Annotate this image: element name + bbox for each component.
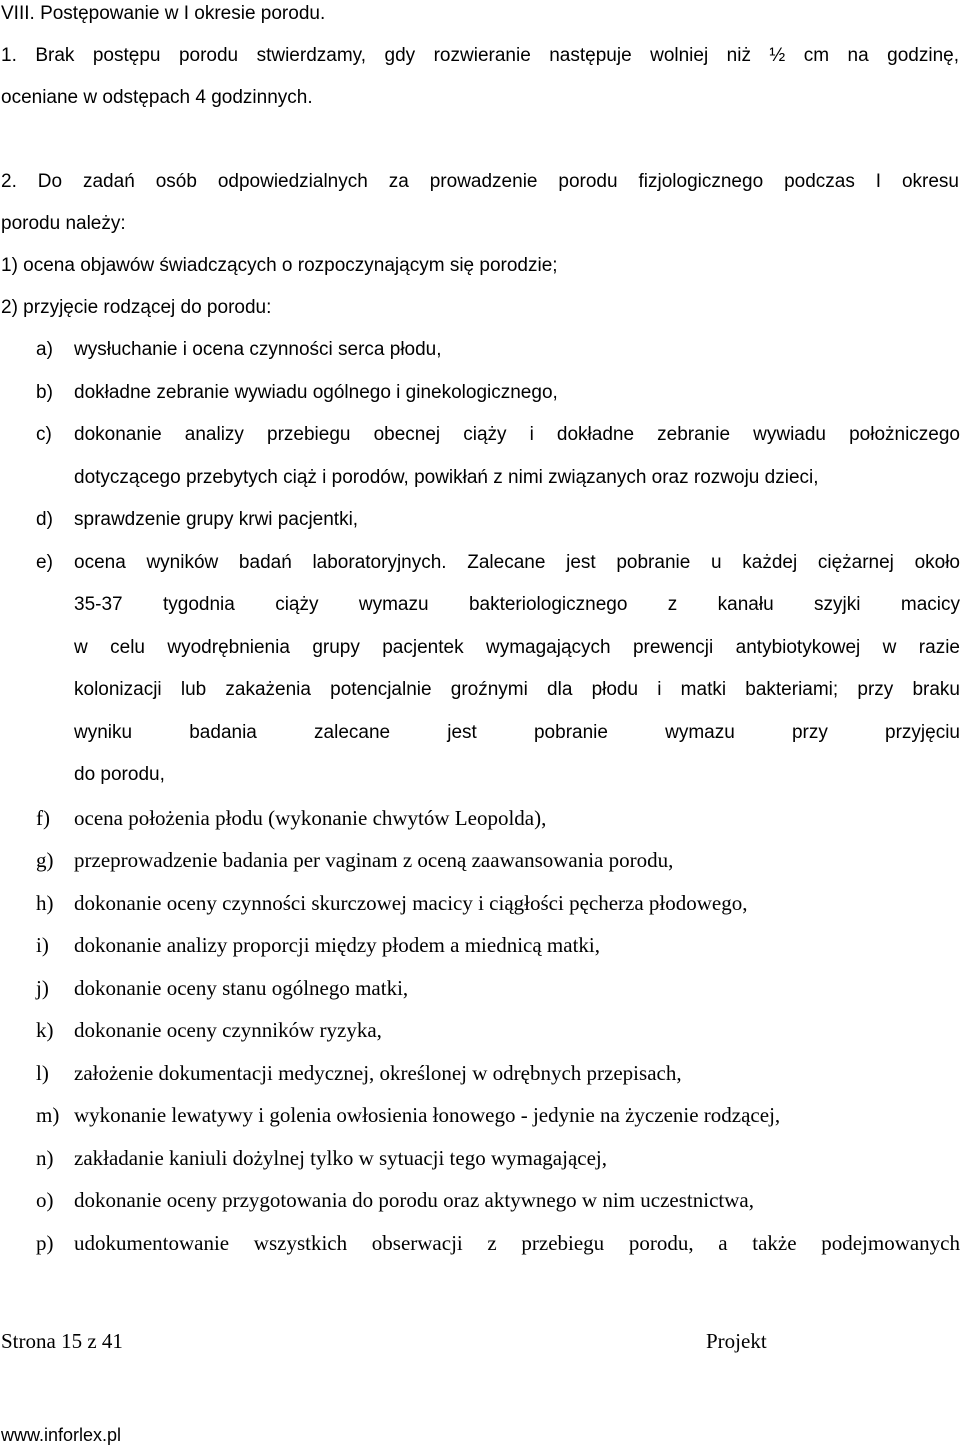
- list-item-line: udokumentowanie wszystkich obserwacji z przebiegu porodu, a także podejmowanych: [74, 1230, 960, 1255]
- list-marker: f): [36, 805, 50, 830]
- list-item-line: dokonanie oceny czynników ryzyka,: [74, 1018, 382, 1042]
- list-marker: e): [36, 551, 53, 573]
- list-marker: b): [36, 381, 53, 403]
- list-item: [74, 1145, 960, 1188]
- list-item-line: dokonanie analizy przebiegu obecnej ciąży i dokładne zebranie wywiadu położniczego: [74, 424, 960, 445]
- list-item-line: przeprowadzenie badania per vaginam z oceną zaawansowania porodu,: [74, 848, 674, 872]
- point-1-line-1: 1. Brak postępu porodu stwierdzamy, gdy rozwieranie następuje wolniej niż ½ cm na godzinę,: [1, 45, 959, 66]
- list-marker: a): [36, 339, 53, 360]
- point-2-line-1: 2. Do zadań osób odpowiedzialnych za prowadzenie porodu fizjologicznego podczas I okresu: [1, 171, 959, 192]
- list-item-line: sprawdzenie grupy krwi pacjentki,: [74, 509, 359, 530]
- list-marker: g): [36, 848, 54, 872]
- list-item: [74, 1230, 960, 1273]
- list-item: [74, 507, 960, 550]
- list-marker: c): [36, 424, 52, 445]
- list-item-line: w celu wyodrębnienia grupy pacjentek wymagających prewencji antybiotykowej w razie: [74, 636, 960, 658]
- list-item: [74, 422, 960, 507]
- list-marker: h): [36, 890, 54, 915]
- list-item-line: dokonanie oceny czynności skurczowej macicy i ciągłości pęcherza płodowego,: [74, 890, 748, 915]
- list-item-line: wykonanie lewatywy i golenia owłosienia łonowego - jedynie na życzenie rodzącej,: [74, 1103, 781, 1127]
- list-item: [74, 1187, 960, 1230]
- list-item-line: kolonizacji lub zakażenia potencjalnie groźnymi dla płodu i matki bakteriami; przy braku: [74, 679, 960, 700]
- list-item-line: zakładanie kaniuli dożylnej tylko w sytuacji tego wymagającej,: [74, 1145, 607, 1170]
- list-item-line: dokładne zebranie wywiadu ogólnego i ginekologicznego,: [74, 381, 558, 403]
- list-item-line: ocena położenia płodu (wykonanie chwytów Leopolda),: [74, 805, 547, 830]
- list-item-line: dokonanie oceny stanu ogólnego matki,: [74, 975, 409, 1000]
- list-marker: l): [36, 1060, 49, 1085]
- list-item: [74, 890, 960, 933]
- document-status: Projekt: [706, 1329, 767, 1353]
- list-item: [74, 1102, 960, 1145]
- point-2-sub-1: 1) ocena objawów świadczących o rozpoczynającym się porodzie;: [1, 255, 558, 276]
- list-item-line: dokonanie analizy proporcji między płodem a miednicą matki,: [74, 933, 600, 957]
- section-heading: VIII. Postępowanie w I okresie porodu.: [1, 3, 326, 24]
- list-marker: j): [36, 975, 49, 1000]
- list-item-line: ocena wyników badań laboratoryjnych. Zalecane jest pobranie u każdej ciężarnej około: [74, 551, 960, 573]
- list-marker: d): [36, 509, 53, 530]
- list-item-line: założenie dokumentacji medycznej, określonej w odrębnych przepisach,: [74, 1060, 682, 1085]
- list-item: [74, 847, 960, 890]
- point-2-sub-2: 2) przyjęcie rodzącej do porodu:: [1, 297, 272, 318]
- list-item-line: do porodu,: [74, 764, 165, 785]
- list-item: [74, 975, 960, 1018]
- list-item-line: dokonanie oceny przygotowania do porodu oraz aktywnego w nim uczestnictwa,: [74, 1188, 754, 1212]
- list-item: [74, 380, 960, 423]
- list-item: [74, 932, 960, 975]
- list-item: [74, 1060, 960, 1103]
- list-marker: n): [36, 1145, 54, 1170]
- list-item-line: dotyczącego przebytych ciąż i porodów, powikłań z nimi związanych oraz rozwoju dzieci,: [74, 466, 819, 488]
- list-marker: i): [36, 933, 49, 957]
- point-1-line-2: oceniane w odstępach 4 godzinnych.: [1, 87, 313, 108]
- list-item-line: 35-37 tygodnia ciąży wymazu bakteriologicznego z kanału szyjki macicy: [74, 594, 960, 615]
- list-marker: k): [36, 1018, 54, 1042]
- list-marker: m): [36, 1103, 60, 1127]
- point-2-line-2: porodu należy:: [1, 213, 126, 234]
- list-marker: o): [36, 1188, 54, 1212]
- list-marker: p): [36, 1230, 54, 1255]
- source-url: www.inforlex.pl: [1, 1425, 122, 1445]
- list-item: [74, 1017, 960, 1060]
- page-number: Strona 15 z 41: [1, 1329, 123, 1353]
- list-item-line: wysłuchanie i ocena czynności serca płodu,: [74, 339, 442, 360]
- list-item: [74, 337, 960, 380]
- list-item-line: wyniku badania zalecane jest pobranie wymazu przy przyjęciu: [74, 721, 960, 743]
- list-item: [74, 550, 960, 805]
- list-item: [74, 805, 960, 848]
